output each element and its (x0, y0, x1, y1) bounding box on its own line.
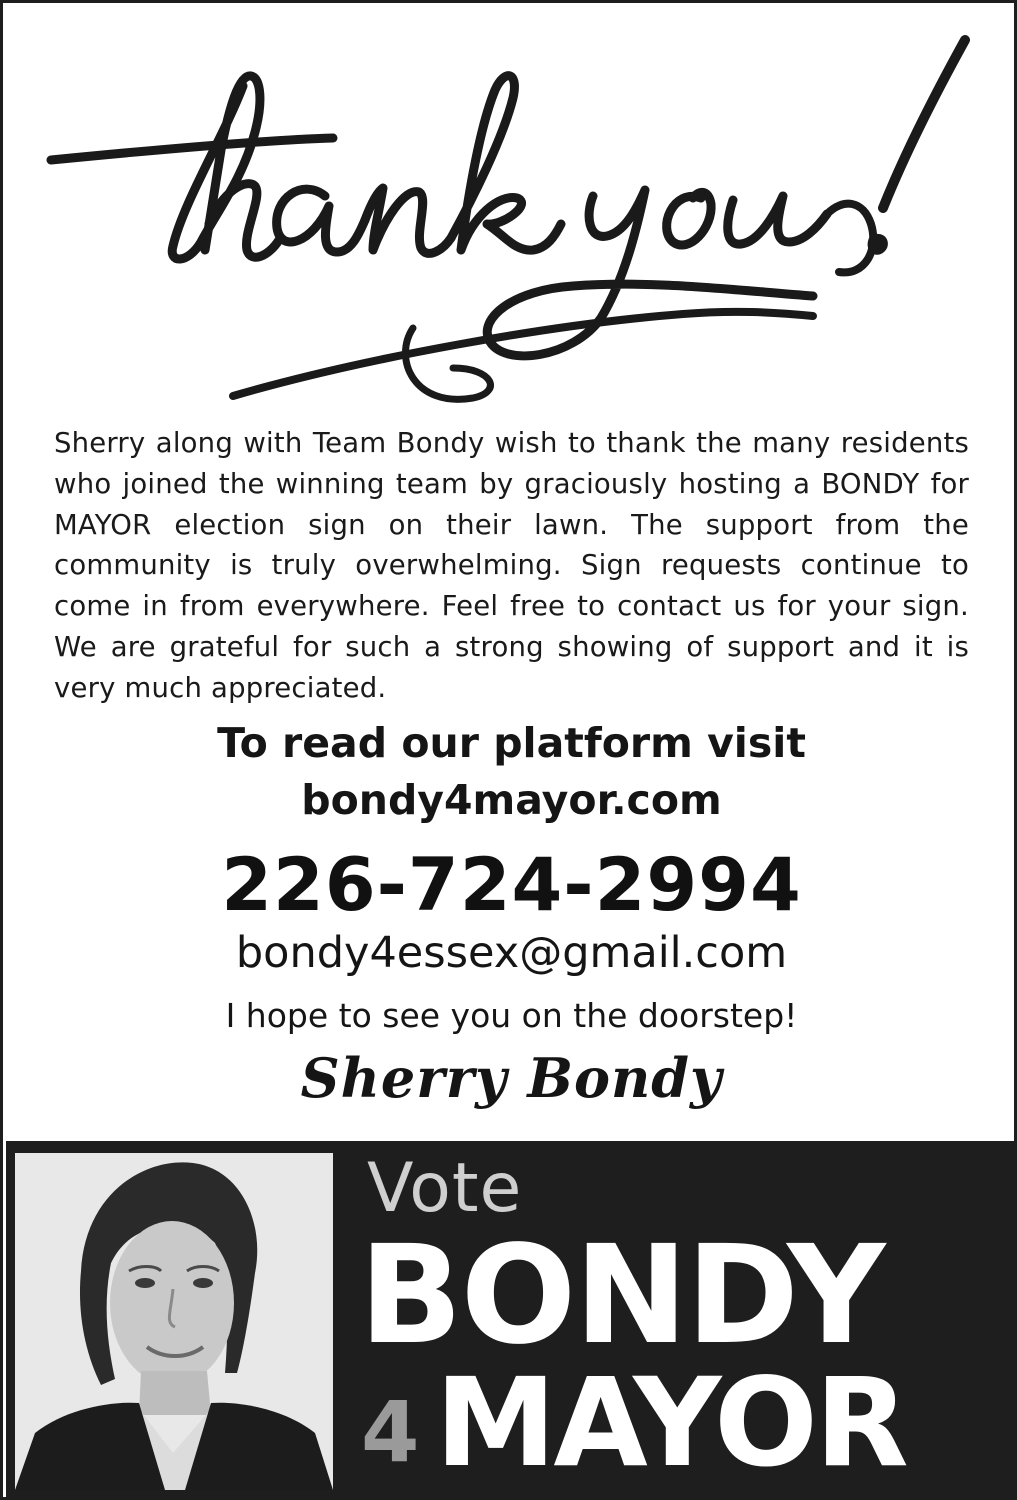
vote-label: Vote (367, 1149, 523, 1228)
thank-you-message: Sherry along with Team Bondy wish to thank the many residents who joined the winning team by graciously hosting a BONDY for MAYOR election sign on their lawn. The support from the community is truly overwhelming. Sign requests continue to come in from everywhere. Feel free to contact us for your sign. We are grateful for such a strong showing of support and it is very much appreciated. (54, 427, 969, 704)
thank-you-script-lettering (33, 28, 993, 418)
email-address[interactable]: bondy4essex@gmail.com (235, 928, 788, 978)
phone-number[interactable]: 226-724-2994 (221, 843, 802, 928)
candidate-photo (15, 1153, 333, 1490)
candidate-name: BONDY (359, 1217, 884, 1375)
platform-prompt: To read our platform visit (217, 719, 806, 767)
closing-line: I hope to see you on the doorstep! (225, 996, 798, 1035)
platform-callout (3, 715, 1017, 829)
signature: Sherry Bondy (300, 1046, 723, 1110)
four-numeral: 4 (361, 1383, 420, 1481)
office-label: MAYOR (435, 1352, 906, 1494)
website-link[interactable]: bondy4mayor.com (301, 776, 722, 824)
portrait-image (15, 1153, 333, 1490)
